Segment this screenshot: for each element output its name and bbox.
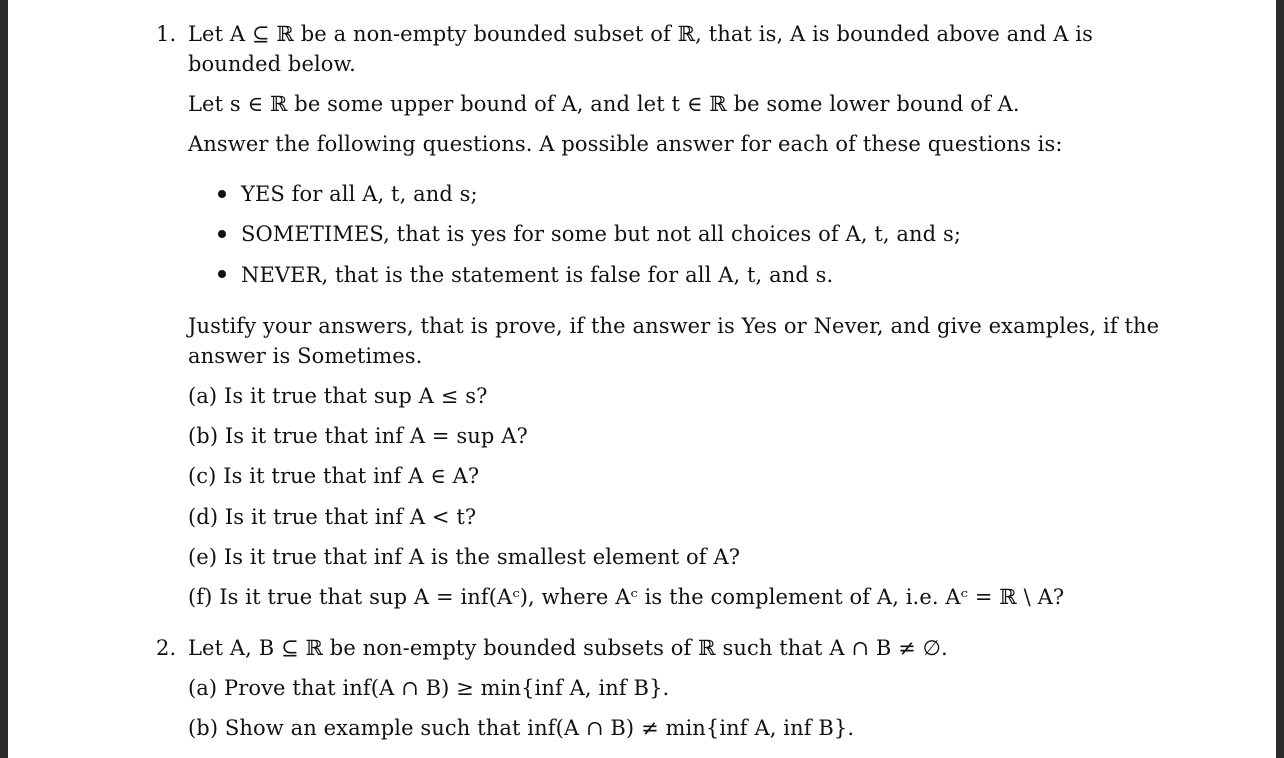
problem-1-part-b: (b) Is it true that inf A = sup A? — [188, 424, 528, 448]
problem-1-part-c: (c) Is it true that inf A ∈ A? — [188, 464, 480, 488]
bullet-dot-3 — [218, 270, 226, 278]
problem-1-line-3: Let s ∈ ℝ be some upper bound of A, and let t ∈ ℝ be some lower bound of A. — [188, 92, 1020, 116]
right-window-edge — [1276, 0, 1284, 758]
left-window-edge — [0, 0, 8, 758]
problem-2-part-a: (a) Prove that inf(A ∩ B) ≥ min{inf A, inf B}. — [188, 676, 670, 700]
bullet-dot-2 — [218, 230, 226, 238]
bullet-item-3: NEVER, that is the statement is false for all A, t, and s. — [241, 263, 834, 287]
problem-2-text-1: Let A, B ⊆ ℝ be non-empty bounded subsets of ℝ such that A ∩ B ≠ ∅. — [188, 636, 948, 660]
bullet-item-2: SOMETIMES, that is yes for some but not all choices of A, t, and s; — [241, 222, 962, 246]
bullet-item-1: YES for all A, t, and s; — [241, 182, 478, 206]
problem-2-line-1 — [156, 634, 948, 662]
problem-2-part-b: (b) Show an example such that inf(A ∩ B) ≠ min{inf A, inf B}. — [188, 716, 855, 740]
problem-2-number: 2. — [156, 636, 177, 660]
problem-1-line-1 — [156, 20, 1093, 48]
problem-1-part-f: (f) Is it true that sup A = inf(Aᶜ), where Aᶜ is the complement of A, i.e. Aᶜ = ℝ \ A? — [188, 585, 1065, 609]
problem-1-text-1: Let A ⊆ ℝ be a non-empty bounded subset of ℝ, that is, A is bounded above and A is — [188, 22, 1093, 46]
problem-1-line-2: bounded below. — [188, 52, 356, 76]
problem-1-part-e: (e) Is it true that inf A is the smallest element of A? — [188, 545, 741, 569]
problem-1-part-a: (a) Is it true that sup A ≤ s? — [188, 384, 488, 408]
bullet-dot-1 — [218, 190, 226, 198]
problem-1-part-d: (d) Is it true that inf A < t? — [188, 505, 477, 529]
justify-line-2: answer is Sometimes. — [188, 344, 423, 368]
justify-line-1: Justify your answers, that is prove, if the answer is Yes or Never, and give examples, if the — [188, 314, 1160, 338]
problem-1-number: 1. — [156, 22, 177, 46]
problem-1-line-4: Answer the following questions. A possible answer for each of these questions is: — [188, 132, 1063, 156]
document-page — [8, 0, 1276, 758]
